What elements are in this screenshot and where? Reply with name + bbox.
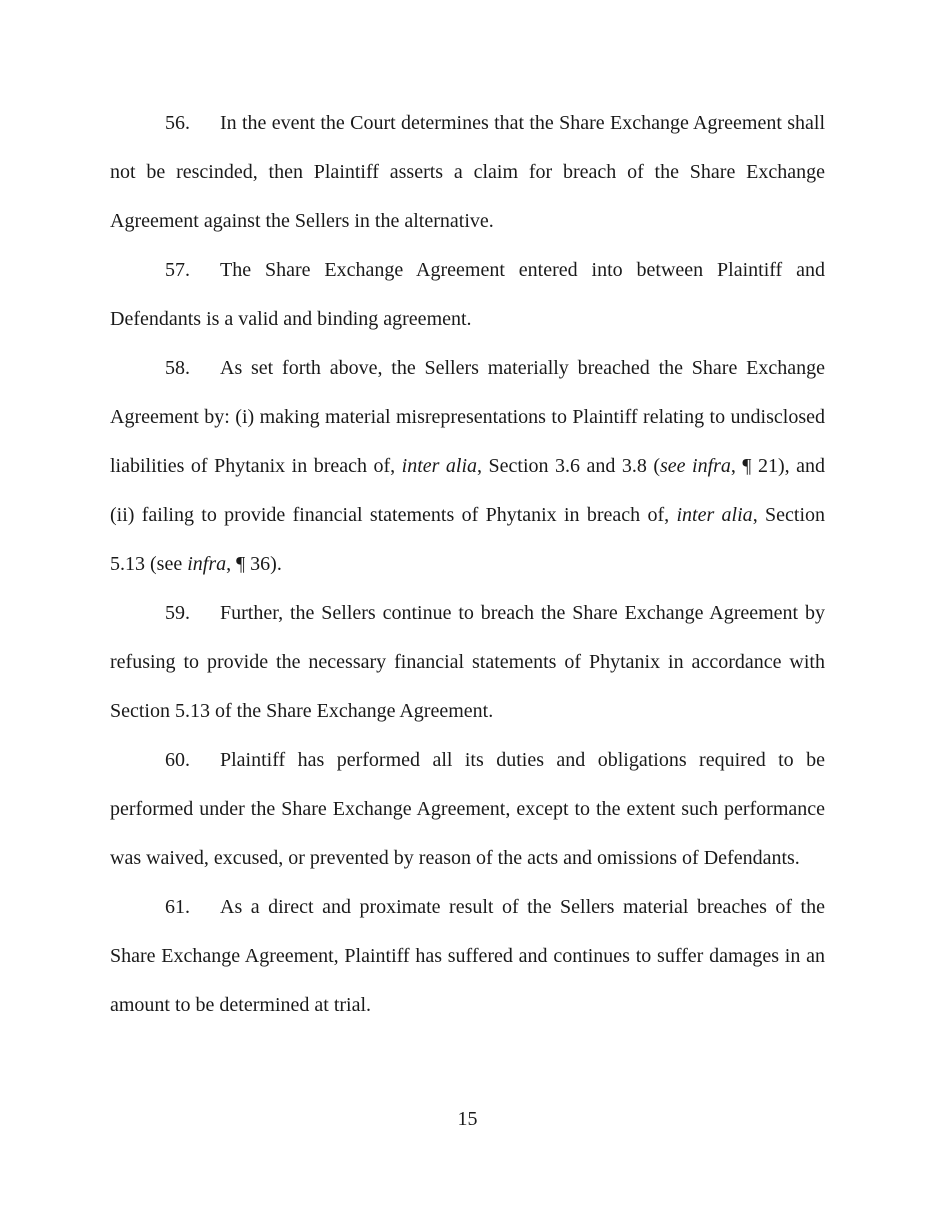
paragraph-number: 59. — [165, 602, 190, 624]
paragraph-number: 60. — [165, 749, 190, 771]
paragraph-number: 58. — [165, 357, 190, 379]
paragraph-text: , ¶ 36). — [226, 553, 282, 575]
paragraph-number: 61. — [165, 896, 190, 918]
paragraph-59 — [110, 589, 825, 736]
paragraph-number: 57. — [165, 259, 190, 281]
paragraph-58 — [110, 344, 825, 589]
paragraph-60 — [110, 736, 825, 883]
italic-term: inter alia — [676, 504, 753, 526]
paragraph-text: The Share Exchange Agreement entered into between Plaintiff and Defendants is a valid and binding agreement. — [110, 259, 825, 330]
paragraph-text: As a direct and proximate result of the Sellers material breaches of the Share Exchange Agreement, Plaintiff has suffered and continues to suffer damages in an amount to be determined at trial. — [110, 896, 825, 1016]
paragraph-text: In the event the Court determines that the Share Exchange Agreement shall not be rescinded, then Plaintiff asserts a claim for breach of the Share Exchange Agreement against the Sellers in the alternative. — [110, 112, 825, 232]
paragraph-56 — [110, 99, 825, 246]
document-body — [110, 99, 825, 1030]
paragraph-57 — [110, 246, 825, 344]
paragraph-text: , Section 5.13 (see — [110, 504, 825, 575]
paragraph-text: Further, the Sellers continue to breach the Share Exchange Agreement by refusing to provide the necessary financial statements of Phytanix in accordance with Section 5.13 of the Share Exchange Agreement. — [110, 602, 825, 722]
paragraph-text: , Section 3.6 and 3.8 ( — [477, 455, 660, 477]
paragraph-number: 56. — [165, 112, 190, 134]
page-number: 15 — [457, 1108, 478, 1130]
paragraph-61 — [110, 883, 825, 1030]
italic-term: see infra — [660, 455, 731, 477]
paragraph-text: Plaintiff has performed all its duties and obligations required to be performed under the Share Exchange Agreement, except to the extent such performance was waived, excused, or prevented by reason of the acts and omissions of Defendants. — [110, 749, 825, 869]
paragraph-text: As set forth above, the Sellers materially breached the Share Exchange Agreement by: (i) making material misrepresentations to Plaintiff relating to undisclosed liabilities of Phytanix in breach of, — [110, 357, 825, 477]
paragraph-text: , ¶ 21), and (ii) failing to provide financial statements of Phytanix in breach of, — [110, 455, 825, 526]
italic-term: infra — [187, 553, 227, 575]
italic-term: inter alia — [401, 455, 478, 477]
